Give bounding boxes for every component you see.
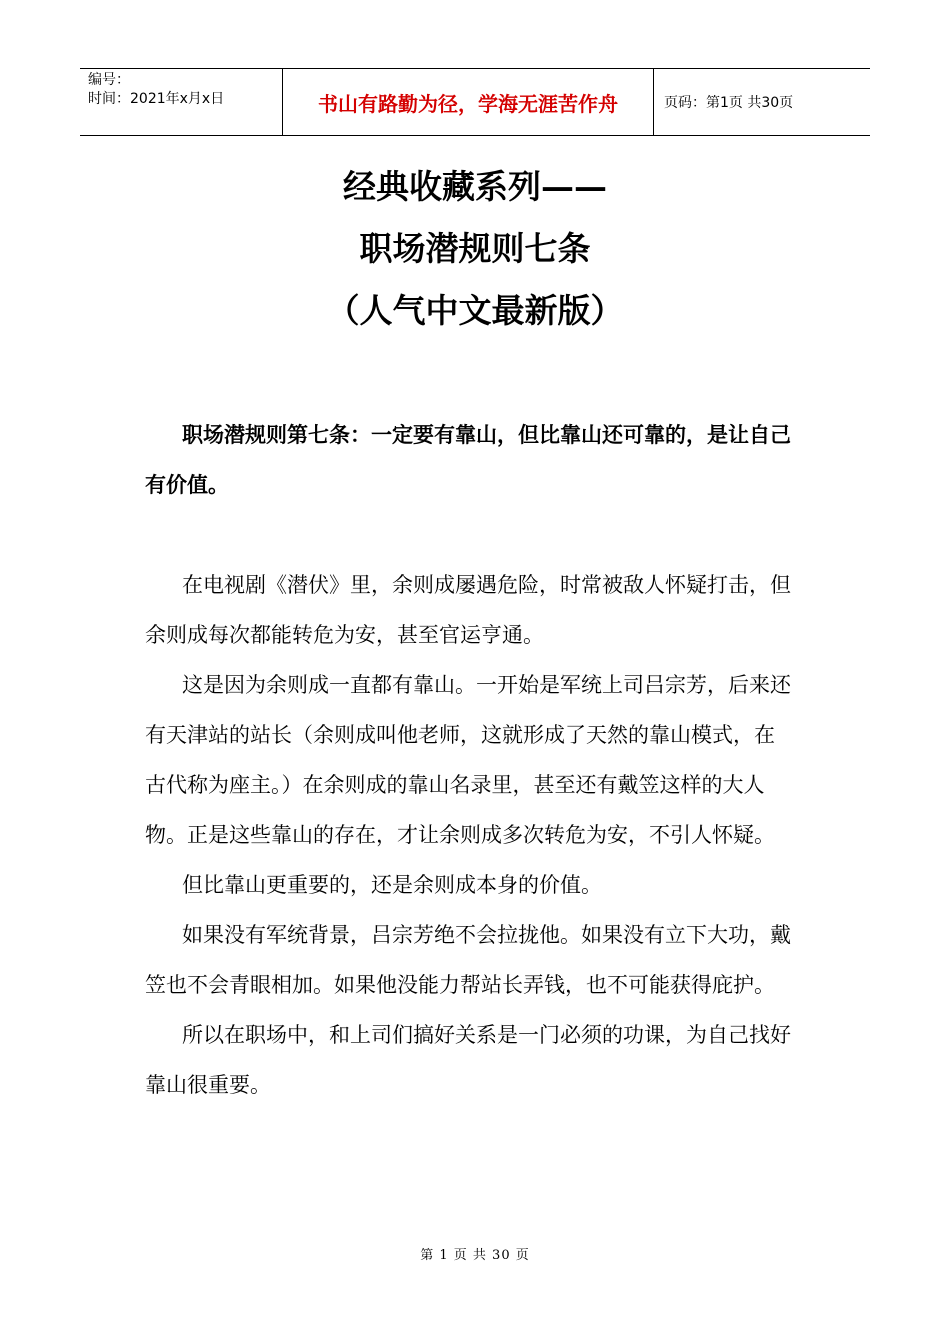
header-page-info: 页码：第1页 共30页: [664, 95, 794, 111]
paragraph: 这是因为余则成一直都有靠山。一开始是军统上司吕宗芳，后来还有天津站的站长（余则成叫他老师，这就形成了天然的靠山模式，在古代称为座主。）在余则成的靠山名录里，甚至还有戴笠这样的大人物。正是这些靠山的存在，才让余则成多次转危为安，不引人怀疑。: [145, 673, 791, 847]
title-line-1: 经典收藏系列——: [343, 167, 607, 206]
title-line-3: （人气中文最新版）: [326, 291, 624, 330]
page-footer: 第 1 页 共 30 页: [420, 1248, 530, 1263]
body-text: [145, 560, 795, 1110]
section-heading-text: 职场潜规则第七条：一定要有靠山，但比靠山还可靠的，是让自己有价值。: [145, 422, 791, 497]
paragraph: 但比靠山更重要的，还是余则成本身的价值。: [182, 873, 602, 897]
header-motto: 书山有路勤为径，学海无涯苦作舟: [282, 69, 654, 135]
document-title: [0, 156, 950, 342]
section-heading: [145, 410, 795, 510]
paragraph: 在电视剧《潜伏》里，余则成屡遇危险，时常被敌人怀疑打击，但余则成每次都能转危为安，甚至官运亨通。: [145, 573, 791, 647]
paragraph: 如果没有军统背景，吕宗芳绝不会拉拢他。如果没有立下大功，戴笠也不会青眼相加。如果他没能力帮站长弄钱，也不可能获得庇护。: [145, 923, 791, 997]
document-header: [80, 68, 870, 136]
paragraph: 所以在职场中，和上司们搞好关系是一门必须的功课，为自己找好靠山很重要。: [145, 1023, 791, 1097]
header-meta: [80, 69, 282, 135]
title-line-2: 职场潜规则七条: [359, 229, 591, 268]
number-label: 编号：: [88, 72, 130, 88]
time-label: 时间：2021年x月x日: [88, 91, 225, 107]
